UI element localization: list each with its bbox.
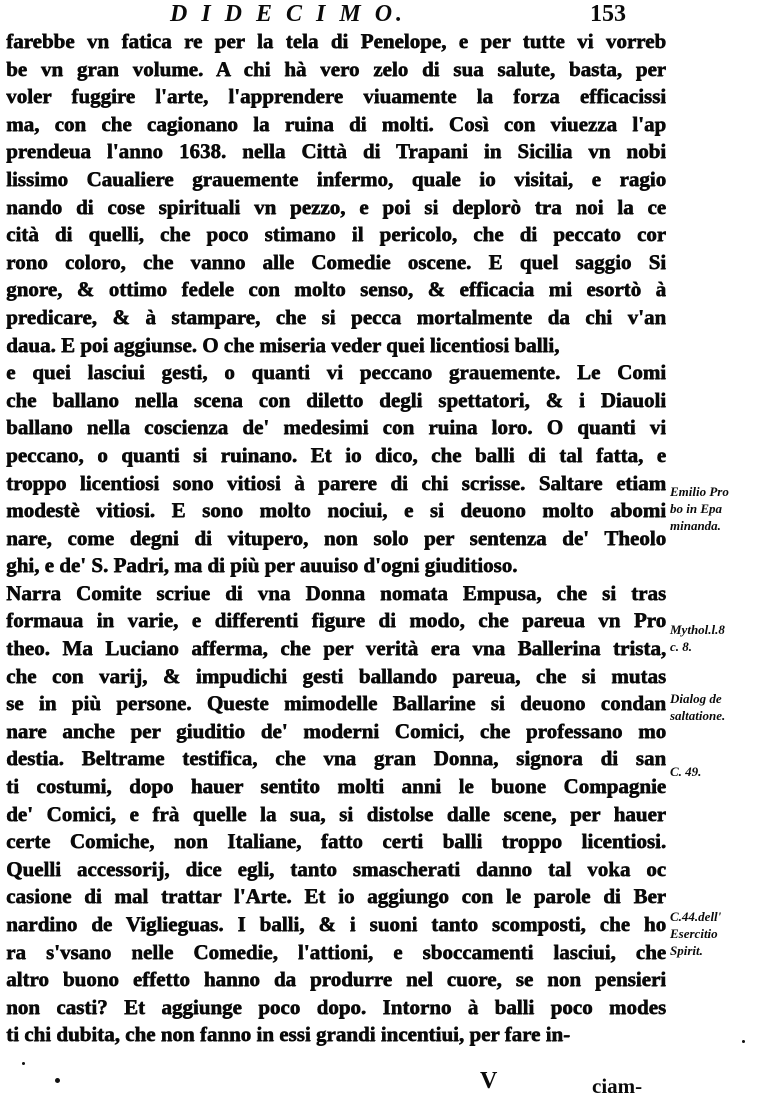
text-line: de' Comici, e frà quelle la sua, si distolse dalle scene, per hauer [6, 801, 666, 826]
text-line: e quei lasciui gesti, o quanti vi peccano grauemente. Le Comi [6, 360, 666, 385]
text-line: farebbe vn fatica re per la tela di Penelope, e per tutte vi vorreb [6, 29, 666, 53]
text-line: ti chi dubita, che non fanno in essi grandi incentiui, per fare in- [6, 1022, 570, 1047]
margin-note-c49 [670, 763, 765, 780]
text-line: Quelli accessorij, dice egli, tanto smascherati danno tal voka oc [6, 856, 666, 881]
margin-note-line: C. 49. [670, 764, 702, 779]
text-line: troppo licentiosi sono vitiosi à parere di chi scrisse. Saltare etiam [6, 470, 666, 495]
text-line: che con varij, & impudichi gesti ballando pareua, che si mutas [6, 663, 666, 688]
text-line: rono coloro, che vanno alle Comedie oscene. E quel saggio Si [6, 249, 666, 274]
text-line: ra s'vsano nelle Comedie, l'attioni, e sboccamenti lasciui, che [6, 939, 666, 964]
text-line: daua. E poi aggiunse. O che miseria veder quei licentiosi balli, [6, 332, 560, 357]
body-text [6, 28, 666, 1049]
margin-note-line: Spirit. [670, 943, 703, 958]
margin-note-esercitio [670, 908, 765, 959]
catchword: ciam- [592, 1074, 643, 1098]
margin-note-dialog [670, 690, 765, 724]
ink-speck [22, 1062, 25, 1065]
text-line: nardino de Viglieguas. I balli, & i suoni tanto scomposti, che ho [6, 912, 666, 936]
margin-note-line: C.44.dell' [670, 909, 722, 924]
text-line: Narra Comite scriue di vna Donna nomata Empusa, che si tras [6, 580, 666, 605]
text-line: nare anche per giuditio de' moderni Comici, che professano mo [6, 718, 666, 743]
text-line: be vn gran volume. A chi hà vero zelo di sua salute, basta, per [6, 56, 666, 81]
running-head: D I D E C I M O. [170, 1, 407, 27]
ink-speck [55, 1078, 60, 1083]
ink-speck [742, 1040, 745, 1043]
text-line: ma, con che cagionano la ruina di molti. Così con viuezza l'ap [6, 111, 666, 136]
text-line: destia. Beltrame testifica, che vna gran Donna, signora di san [6, 746, 666, 771]
margin-note-line: Esercitio [670, 926, 718, 941]
text-line: voler fuggire l'arte, l'apprendere viuamente la forza efficacissi [6, 84, 666, 109]
text-line: non casti? Et aggiunge poco dopo. Intorno à balli poco modes [6, 994, 666, 1019]
margin-note-line: Dialog de [670, 691, 722, 706]
text-line: altro buono effetto hanno da produrre nel cuore, se non pensieri [6, 967, 666, 992]
margin-note-line: minanda. [670, 518, 721, 533]
text-line: se in più persone. Queste mimodelle Ballarine si deuono condan [6, 691, 666, 716]
margin-note-mythol [670, 621, 765, 655]
text-line: gnore, & ottimo fedele con molto senso, & efficacia mi esortò à [6, 277, 666, 302]
margin-note-emilio [670, 483, 765, 534]
text-line: che ballano nella scena con diletto degli spettatori, & i Diauoli [6, 387, 666, 412]
text-line: casione di mal trattar l'Arte. Et io aggiungo con le parole di Ber [6, 884, 666, 909]
text-line: certe Comiche, non Italiane, fatto certi balli troppo licentiosi. [6, 829, 666, 854]
margin-note-line: Mythol.l.8 [670, 622, 725, 637]
text-line: cità di quelli, che poco stimano il pericolo, che di peccato cor [6, 222, 666, 247]
text-line: peccano, o quanti si ruinano. Et io dico, che balli di tal fatta, e [6, 442, 666, 467]
text-line: nare, come degni di vitupero, non solo per sentenza de' Theolo [6, 525, 666, 550]
margin-note-line: Emilio Pro [670, 484, 729, 499]
margin-note-line: bo in Epa [670, 501, 723, 516]
text-line: modestè vitiosi. E sono molto nociui, e si deuono molto abomi [6, 498, 666, 523]
signature-mark: V [480, 1068, 498, 1094]
text-line: theo. Ma Luciano afferma, che per verità era vna Ballerina trista, [6, 636, 666, 661]
page-number: 153 [590, 1, 626, 27]
text-line: ti costumi, dopo hauer sentito molti anni le buone Compagnie [6, 774, 666, 799]
text-line: formaua in varie, e differenti figure di modo, che pareua vn Pro [6, 608, 666, 633]
margin-note-line: c. 8. [670, 639, 693, 654]
margin-note-line: saltatione. [670, 708, 726, 723]
text-line: nando di cose spirituali vn pezzo, e poi si deplorò tra noi la ce [6, 194, 666, 219]
text-line: predicare, & à stampare, che si pecca mortalmente da chi v'an [6, 304, 666, 329]
text-line: ghi, e de' S. Padri, ma di più per auuiso d'ogni giuditioso. [6, 553, 518, 578]
text-line: prendeua l'anno 1638. nella Città di Trapani in Sicilia vn nobi [6, 139, 666, 164]
text-line: lissimo Caualiere grauemente infermo, quale io visitai, e ragio [6, 166, 666, 191]
text-line: ballano nella coscienza de' medesimi con ruina loro. O quanti vi [6, 415, 666, 440]
